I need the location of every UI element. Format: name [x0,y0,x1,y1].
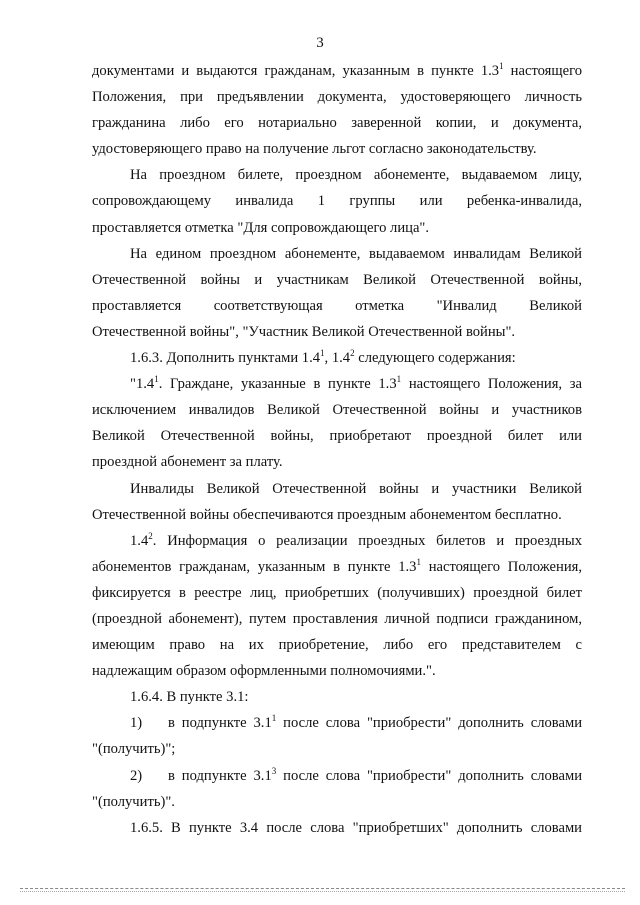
text-line: проездной абонемент за плату. [92,454,283,471]
text-line: сопровождающему инвалида 1 группы или ребенка-инвалида, [92,193,582,210]
text-line: 1.6.4. В пункте 3.1: [130,689,249,706]
text-line: 1.6.3. Дополнить пунктами $1.4^1$, $1.4^2$ следующего содержания: [130,348,516,367]
text-line: надлежащим образом оформленными полномочиями.". [92,663,436,680]
scan-edge-line [20,891,625,892]
text-line: исключением инвалидов Великой Отечественной войны и участников [92,402,582,419]
text-line: фиксируется в реестре лиц, приобретших (получивших) проездной билет [92,584,582,601]
scan-edge-line [20,888,625,889]
page-number: 3 [316,35,324,51]
text-line: Отечественной войны", "Участник Великой Отечественной войны". [92,323,516,340]
text-line: На проездном билете, проездном абонементе, выдаваемом лицу, [130,167,582,184]
text-line: Инвалиды Великой Отечественной войны и участники Великой [130,480,582,497]
list-item: 1) в подпункте $3.1^1$ после слова "приобрести" дополнить словами [130,713,583,732]
text-line: проставляется отметка "Для сопровождающего лица". [92,219,430,236]
text-line: Положения, при предъявлении документа, удостоверяющего личность [92,89,582,106]
text-line: Отечественной войны и участникам Великой Отечественной войны, [92,271,582,288]
text-line: 1.6.5. В пункте 3.4 после слова "приобретших" дополнить словами [130,819,582,836]
text-line: (проездной абонемент), путем проставления личной подписи гражданином, [92,610,582,627]
text-line: документами и выдаются гражданам, указанным в пункте $1.3^1$ настоящего [92,61,583,79]
text-line: проставляется соответствующая отметка "Инвалид Великой [92,297,582,314]
text-line: удостоверяющего право на получение льгот согласно законодательству. [92,141,537,158]
text-line: Отечественной войны обеспечиваются проездным абонементом бесплатно. [92,506,562,523]
text-line: На едином проездном абонементе, выдаваемом инвалидам Великой [130,245,582,262]
text-line: абонементов гражданам, указанным в пункте $1.3^1$ настоящего Положения, [92,556,582,575]
text-line: гражданина либо его нотариально заверенной копии, и документа, [92,115,582,132]
text-line: имеющим право на их приобретение, либо его представителем с [92,637,582,654]
document-body [92,58,582,841]
list-item: 2) в подпункте $3.1^3$ после слова "приобрести" дополнить словами [130,765,583,784]
text-line: "(получить)"; [92,741,176,758]
text-line: $1.4^2$. Информация о реализации проездных билетов и проездных [130,530,582,549]
text-line: "$1.4^1$. Граждане, указанные в пункте $1.3^1$ настоящего Положения, за [130,374,582,393]
text-line: Великой Отечественной войны, приобретают проездной билет или [92,428,582,445]
text-line: "(получить)". [92,793,175,810]
